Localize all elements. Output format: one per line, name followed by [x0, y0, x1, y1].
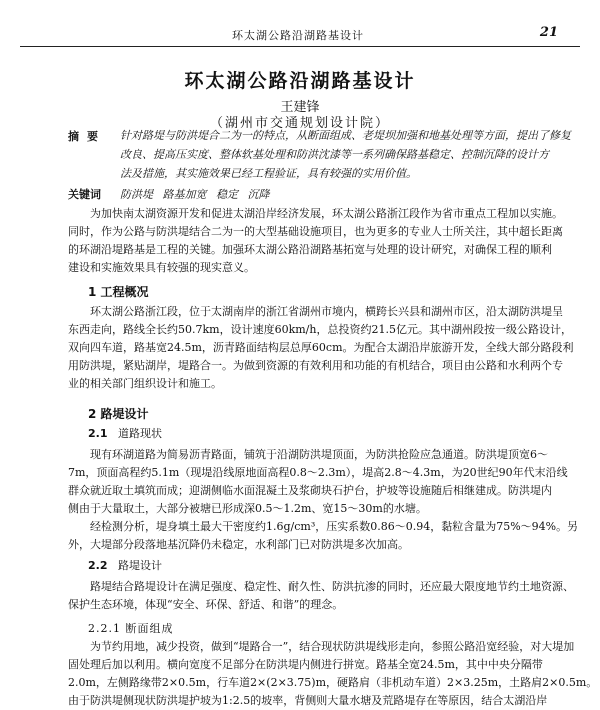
- section2-1-paragraph: [68, 446, 579, 554]
- abstract-text: [120, 126, 572, 183]
- author-affiliation: （湖州市交通规划设计院）: [209, 116, 390, 131]
- section2-2-paragraph: [68, 578, 574, 614]
- section1-line: 双向四车道，路基宽24.5m，沥青路面结构层总厚60cm。为配合太湖沿岸旅游开发，全线大部分路段利: [68, 341, 574, 354]
- intro-paragraph: [68, 205, 574, 277]
- running-header-title: 环太湖公路沿湖路基设计: [232, 29, 364, 42]
- abstract-line: 针对路堤与防洪堤合二为一的特点，从断面组成、老堤坝加强和地基处理等方面，提出了修复: [120, 129, 571, 142]
- section2-2-1-paragraph: [68, 638, 598, 710]
- page-number: 21: [539, 25, 558, 40]
- section1-line: 东西走向，路线全长约50.7km，设计速度60km/h，总投资约21.5亿元。其中湖州段按一级公路设计，: [68, 323, 572, 336]
- section1-line: 用防洪堤，紧贴湖岸，堤路合一。为做到资源的有效利用和功能的有机结合，项目由公路和水利两个专: [68, 359, 563, 372]
- subsection-number: 2.1: [88, 427, 108, 440]
- running-header: [20, 24, 580, 47]
- abstract-line: 改良、提高压实度、整体软基处理和防洪沈漆等一系列确保路基稳定、控制沉降的设计方: [120, 148, 549, 161]
- subsection-heading-2-2: [88, 557, 162, 573]
- paper-title: 环太湖公路沿湖路基设计: [184, 70, 416, 92]
- subsection-number: 2.2: [88, 559, 108, 572]
- body-line: 外，大堤部分段落地基沉降仍未稳定，水利部门已对防洪堤多次加高。: [68, 538, 409, 551]
- abstract-label: 摘要: [68, 130, 106, 143]
- subsection-title: 道路现状: [118, 427, 162, 440]
- body-line: 群众就近取土填筑而成；迎湖侧临水面混凝土及浆砌块石护台，护坡等设施随后相继建成。防洪堤内: [68, 484, 552, 497]
- body-line: 现有环湖道路为简易沥青路面，铺筑于沿湖防洪堤顶面，为防洪抢险应急通道。防洪堤顶宽6～: [90, 448, 548, 461]
- section1-paragraph: [68, 303, 574, 393]
- section1-line: 业的相关部门组织设计和施工。: [68, 377, 222, 390]
- intro-line: 为加快南太湖资源开发和促进太湖沿岸经济发展，环太湖公路浙江段作为省市重点工程加以实施。: [90, 207, 563, 220]
- author-name: 王建锋: [280, 100, 320, 115]
- subsection-heading-2-1: [88, 425, 162, 441]
- subsubsection-heading: 2.2.1 断面组成: [88, 622, 174, 635]
- body-line: 路堤结合路堤设计在满足强度、稳定性、耐久性、防洪抗渗的同时，还应最大限度地节约土地资源、: [90, 580, 574, 593]
- section-heading-2: 2 路堤设计: [88, 407, 149, 421]
- body-line: 保护生态环境，体现“安全、环保、舒适、和谐”的理念。: [68, 598, 344, 611]
- keywords-label: 关键词: [68, 188, 101, 201]
- body-line: 固处理后加以利用。横向宽度不足部分在防洪堤内侧进行拼宽。路基全宽24.5m，其中中央分隔带: [68, 658, 543, 671]
- body-line: 侧由于大量取土，大部分被塘已形成深0.5～1.2m、宽15～30m的水塘。: [68, 502, 427, 515]
- section-heading-1: 1 工程概况: [88, 285, 149, 299]
- body-line: 为节约用地，减少投资，做到“堤路合一”，结合现状防洪堤线形走向，参照公路沿宽经验，对大堤加: [90, 640, 575, 653]
- section1-line: 环太湖公路浙江段，位于太湖南岸的浙江省湖州市境内，横跨长兴县和湖州市区，沿太湖防洪堤呈: [90, 305, 563, 318]
- subsection-title: 路堤设计: [118, 559, 162, 572]
- abstract-line: 法及措施，其实施效果已经工程验证，具有较强的实用价值。: [120, 167, 417, 180]
- intro-line: 建设和实施效果具有较强的现实意义。: [68, 261, 255, 274]
- body-line: 由于防洪堤侧现状防洪堤护坡为1:2.5的坡率，背侧则大量水塘及荒路堤存在等原因，结合太湖沿岸: [68, 694, 548, 707]
- intro-line: 同时，作为公路与防洪堤结合二为一的大型基础设施项目，也为更多的专业人士所关注，其中超长距离: [68, 225, 563, 238]
- body-line: 经检测分析，堤身填土最大干密度约1.6g/cm³，压实系数0.86～0.94，黏粒含量为75%～94%。另: [90, 520, 579, 533]
- body-line: 2.0m，左侧路缘带2×0.5m，行车道2×(2×3.75)m，硬路肩（非机动车道）2×3.25m，土路肩2×0.5m。: [68, 676, 598, 689]
- keywords-text: 防洪堤 路基加宽 稳定 沉降: [120, 188, 270, 201]
- intro-line: 的环湖沿堤路基是工程的关键。加强环太湖公路沿湖路基拓宽与处理的设计研究，对确保工程的顺利: [68, 243, 552, 256]
- body-line: 7m，顶面高程约5.1m（现堤沿线原地面高程0.8～2.3m），堤高2.8～4.3m，为20世纪90年代末沿线: [68, 466, 568, 479]
